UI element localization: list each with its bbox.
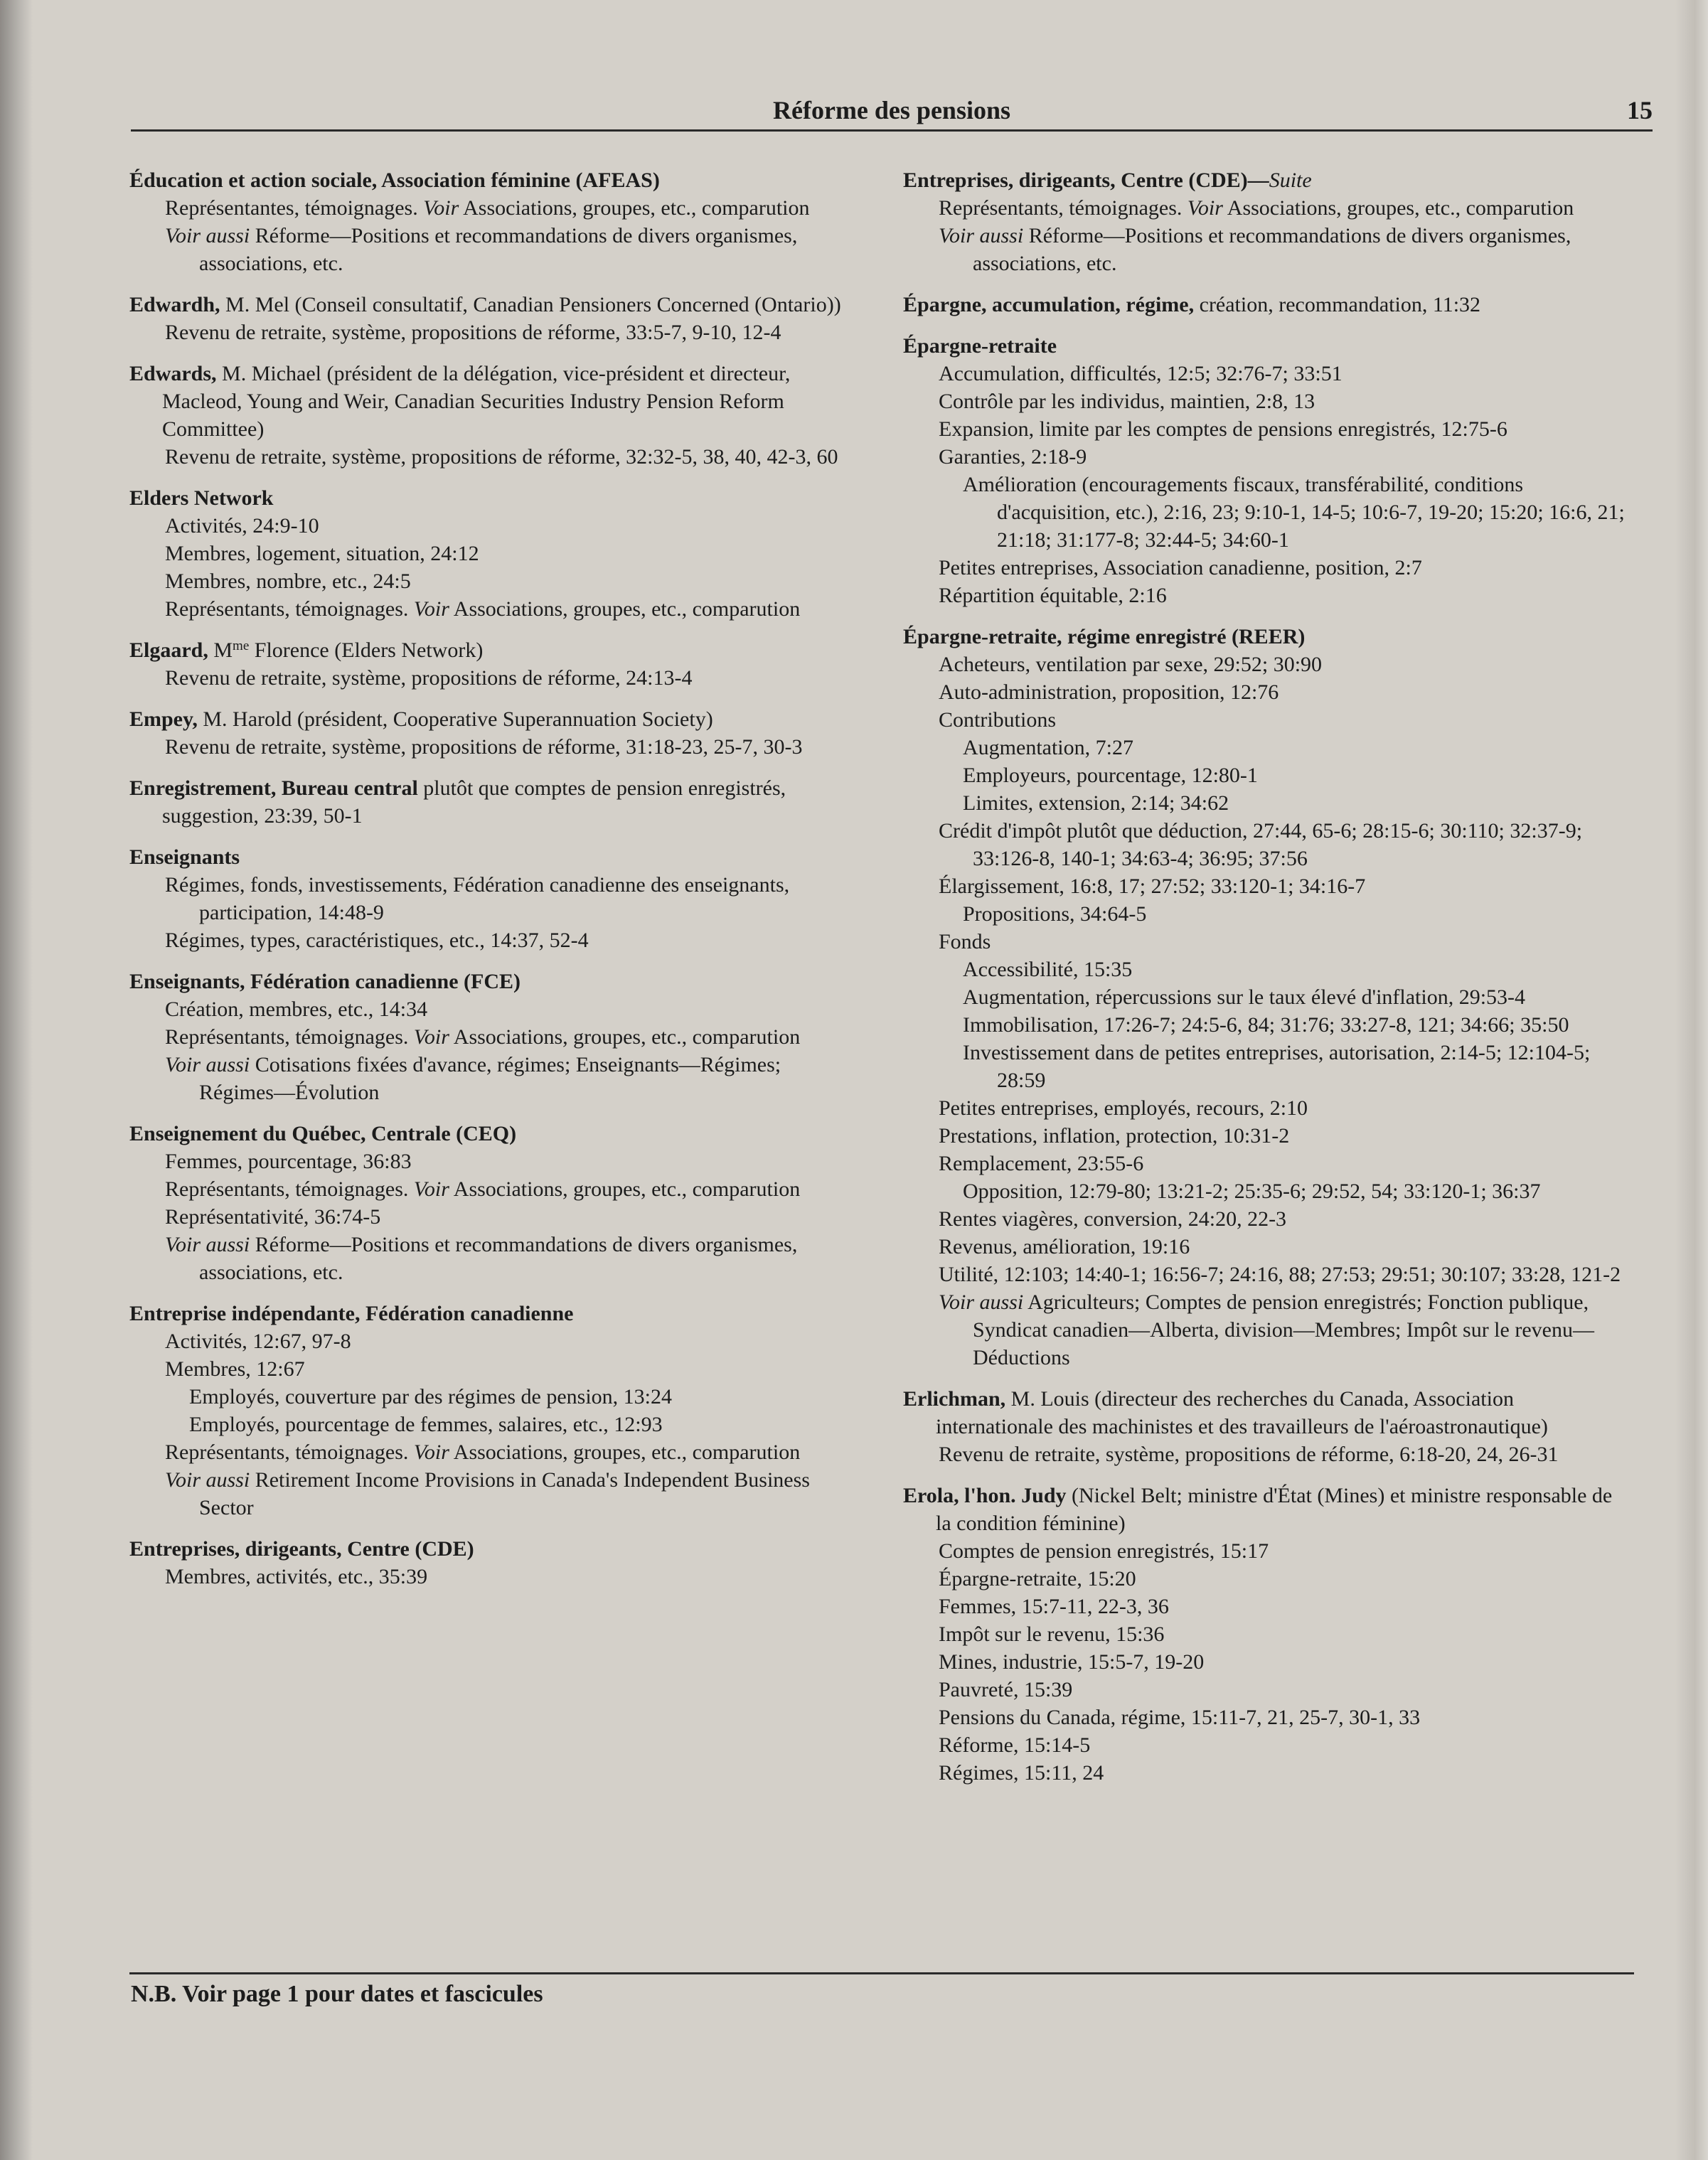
sub-subentry: Employés, couverture par des régimes de pension, 13:24 <box>189 1385 672 1408</box>
subentry: Réforme, 15:14-5 <box>939 1733 1091 1757</box>
cross-reference: Voir aussi Retirement Income Provisions in Canada's Independent Business Sector <box>165 1468 810 1519</box>
subentry: Auto-administration, proposition, 12:76 <box>939 680 1279 704</box>
subentry: Représentativité, 36:74-5 <box>165 1205 381 1229</box>
sub-subentry: Augmentation, 7:27 <box>963 736 1133 759</box>
subentry: Acheteurs, ventilation par sexe, 29:52; 30:90 <box>939 653 1323 676</box>
subentry: Femmes, pourcentage, 36:83 <box>165 1150 412 1173</box>
subentry: Épargne-retraite, 15:20 <box>939 1567 1136 1590</box>
sub-subentry: Accessibilité, 15:35 <box>963 958 1133 981</box>
subentry: Pensions du Canada, régime, 15:11-7, 21, 25-7, 30-1, 33 <box>939 1706 1421 1729</box>
subentry: Expansion, limite par les comptes de pensions enregistrés, 12:75-6 <box>939 417 1507 441</box>
subentry: Revenus, amélioration, 19:16 <box>939 1235 1190 1258</box>
subentry: Membres, nombre, etc., 24:5 <box>165 570 411 593</box>
index-entry <box>129 166 855 277</box>
entry-heading: Épargne-retraite, régime enregistré (REER) <box>903 625 1306 648</box>
sub-subentry: Employés, pourcentage de femmes, salaires, etc., 12:93 <box>189 1413 663 1436</box>
subentry: Mines, industrie, 15:5-7, 19-20 <box>939 1650 1205 1674</box>
page-number: 15 <box>1627 96 1653 124</box>
entry-heading: Empey, M. Harold (président, Cooperative Superannuation Society) <box>129 707 713 731</box>
index-entry <box>129 705 855 761</box>
subentry: Remplacement, 23:55-6 <box>939 1152 1144 1175</box>
subentry: Membres, logement, situation, 24:12 <box>165 542 479 565</box>
index-entry <box>129 484 855 623</box>
subentry: Représentants, témoignages. Voir Associations, groupes, etc., comparution <box>939 196 1574 220</box>
entry-heading: Entreprises, dirigeants, Centre (CDE) <box>129 1537 474 1561</box>
footer-note: N.B. Voir page 1 pour dates et fascicules <box>131 1981 543 2007</box>
subentry: Garanties, 2:18-9 <box>939 445 1087 469</box>
index-entry <box>129 636 855 692</box>
subentry: Régimes, 15:11, 24 <box>939 1761 1104 1785</box>
subentry: Représentantes, témoignages. Voir Associations, groupes, etc., comparution <box>165 196 810 220</box>
index-entry <box>903 1385 1628 1468</box>
sub-subentry: Limites, extension, 2:14; 34:62 <box>963 791 1229 815</box>
index-entry <box>903 623 1628 1372</box>
cross-reference: Voir aussi Réforme—Positions et recommandations de divers organismes, associations, etc. <box>165 1233 798 1284</box>
entry-heading: Enseignement du Québec, Centrale (CEQ) <box>129 1122 517 1145</box>
subentry: Femmes, 15:7-11, 22-3, 36 <box>939 1595 1169 1618</box>
subentry: Activités, 12:67, 97-8 <box>165 1330 351 1353</box>
entry-heading: Edwardh, M. Mel (Conseil consultatif, Canadian Pensioners Concerned (Ontario)) <box>129 293 841 316</box>
index-entry <box>903 332 1628 609</box>
sub-subentry: Employeurs, pourcentage, 12:80-1 <box>963 764 1258 787</box>
subentry: Contrôle par les individus, maintien, 2:8, 13 <box>939 390 1315 413</box>
subentry: Rentes viagères, conversion, 24:20, 22-3 <box>939 1207 1287 1231</box>
subentry: Prestations, inflation, protection, 10:31-2 <box>939 1124 1290 1148</box>
sub-subentry: Immobilisation, 17:26-7; 24:5-6, 84; 31:76; 33:27-8, 121; 34:66; 35:50 <box>963 1013 1569 1037</box>
entry-heading: Enseignants <box>129 845 240 869</box>
entry-heading: Enregistrement, Bureau central plutôt que comptes de pension enregistrés, suggestion, 23:39, 50-1 <box>129 776 786 828</box>
index-entry <box>903 1482 1628 1787</box>
subentry: Revenu de retraite, système, propositions de réforme, 32:32-5, 38, 40, 42-3, 60 <box>165 445 838 469</box>
page-edge-shadow <box>1675 0 1708 2160</box>
sub-subentry: Augmentation, répercussions sur le taux élevé d'inflation, 29:53-4 <box>963 985 1526 1009</box>
subentry: Pauvreté, 15:39 <box>939 1678 1073 1701</box>
running-title: Réforme des pensions <box>773 96 1010 124</box>
index-entry <box>903 166 1628 277</box>
index-entry <box>129 291 855 346</box>
subentry: Répartition équitable, 2:16 <box>939 584 1167 607</box>
subentry: Activités, 24:9-10 <box>165 514 319 538</box>
subentry: Création, membres, etc., 14:34 <box>165 998 428 1021</box>
subentry: Fonds <box>939 930 991 953</box>
subentry: Représentants, témoignages. Voir Associations, groupes, etc., comparution <box>165 597 801 621</box>
subentry: Utilité, 12:103; 14:40-1; 16:56-7; 24:16, 88; 27:53; 29:51; 30:107; 33:28, 121-2 <box>939 1263 1621 1286</box>
subentry: Revenu de retraite, système, propositions de réforme, 6:18-20, 24, 26-31 <box>939 1443 1559 1466</box>
sub-subentry: Amélioration (encouragements fiscaux, transférabilité, conditions d'acquisition, etc.), 2:16, 23; 9:10-1, 14-5; 10:6-7, 19-20; 15:20; 16:6, 21; 21:18; 31:177-8; 32:44-5; 34:60-1 <box>963 473 1625 552</box>
index-entry <box>129 1535 855 1590</box>
entry-heading: Épargne-retraite <box>903 334 1057 358</box>
sub-subentry: Propositions, 34:64-5 <box>963 902 1147 926</box>
subentry: Contributions <box>939 708 1057 732</box>
entry-heading: Entreprises, dirigeants, Centre (CDE)—Suite <box>903 169 1312 192</box>
subentry: Accumulation, difficultés, 12:5; 32:76-7; 33:51 <box>939 362 1343 385</box>
subentry: Représentants, témoignages. Voir Associations, groupes, etc., comparution <box>165 1025 801 1049</box>
subentry: Représentants, témoignages. Voir Associations, groupes, etc., comparution <box>165 1440 801 1464</box>
subentry: Petites entreprises, Association canadienne, position, 2:7 <box>939 556 1422 579</box>
entry-heading: Elders Network <box>129 486 274 510</box>
index-column-left <box>129 166 855 1604</box>
cross-reference: Voir aussi Réforme—Positions et recommandations de divers organismes, associations, etc. <box>165 224 798 275</box>
subentry: Régimes, types, caractéristiques, etc., 14:37, 52-4 <box>165 929 589 952</box>
cross-reference: Voir aussi Cotisations fixées d'avance, régimes; Enseignants—Régimes; Régimes—Évolution <box>165 1053 781 1104</box>
index-entry <box>129 774 855 830</box>
running-header <box>131 92 1653 132</box>
subentry: Membres, 12:67 <box>165 1357 305 1381</box>
cross-reference: Voir aussi Réforme—Positions et recommandations de divers organismes, associations, etc. <box>939 224 1571 275</box>
entry-heading: Edwards, M. Michael (président de la délégation, vice-président et directeur, Macleod, Young and Weir, Canadian Securities Industry Pension Reform Committee) <box>129 362 791 441</box>
book-spine-shadow <box>0 0 33 2160</box>
entry-heading: Épargne, accumulation, régime, création, recommandation, 11:32 <box>903 293 1481 316</box>
subentry: Élargissement, 16:8, 17; 27:52; 33:120-1; 34:16-7 <box>939 875 1366 898</box>
subentry: Régimes, fonds, investissements, Fédération canadienne des enseignants, participation, 14:48-9 <box>165 873 790 924</box>
index-entry <box>129 843 855 954</box>
footer-rule <box>129 1972 1634 1974</box>
entry-heading: Éducation et action sociale, Association féminine (AFEAS) <box>129 169 660 192</box>
subentry: Impôt sur le revenu, 15:36 <box>939 1622 1165 1646</box>
entry-heading: Enseignants, Fédération canadienne (FCE) <box>129 970 521 993</box>
index-entry <box>129 360 855 471</box>
subentry: Petites entreprises, employés, recours, 2:10 <box>939 1096 1308 1120</box>
index-entry <box>129 968 855 1106</box>
subentry: Comptes de pension enregistrés, 15:17 <box>939 1539 1269 1563</box>
subentry: Représentants, témoignages. Voir Associations, groupes, etc., comparution <box>165 1177 801 1201</box>
entry-heading: Elgaard, $M^{me}$ Florence (Elders Network) <box>129 638 484 662</box>
sub-subentry: Opposition, 12:79-80; 13:21-2; 25:35-6; 29:52, 54; 33:120-1; 36:37 <box>963 1180 1541 1203</box>
index-entry <box>129 1120 855 1286</box>
entry-heading: Erlichman, M. Louis (directeur des recherches du Canada, Association internationale des machinistes et des travailleurs de l'aéroastronautique) <box>903 1387 1548 1438</box>
subentry: Crédit d'impôt plutôt que déduction, 27:44, 65-6; 28:15-6; 30:110; 32:37-9; 33:126-8, 140-1; 34:63-4; 36:95; 37:56 <box>939 819 1583 870</box>
cross-reference: Voir aussi Agriculteurs; Comptes de pension enregistrés; Fonction publique, Syndicat canadien—Alberta, division—Membres; Impôt sur le revenu—Déductions <box>939 1290 1594 1369</box>
index-column-right <box>903 166 1628 1800</box>
entry-heading: Entreprise indépendante, Fédération canadienne <box>129 1302 574 1325</box>
index-entry <box>129 1300 855 1522</box>
entry-heading: Erola, l'hon. Judy (Nickel Belt; ministre d'État (Mines) et ministre responsable de la condition féminine) <box>903 1484 1613 1535</box>
subentry: Revenu de retraite, système, propositions de réforme, 31:18-23, 25-7, 30-3 <box>165 735 803 759</box>
subentry: Membres, activités, etc., 35:39 <box>165 1565 428 1588</box>
index-entry <box>903 291 1628 319</box>
subentry: Revenu de retraite, système, propositions de réforme, 33:5-7, 9-10, 12-4 <box>165 321 781 344</box>
sub-subentry: Investissement dans de petites entreprises, autorisation, 2:14-5; 12:104-5; 28:59 <box>963 1041 1591 1092</box>
subentry: Revenu de retraite, système, propositions de réforme, 24:13-4 <box>165 666 693 690</box>
